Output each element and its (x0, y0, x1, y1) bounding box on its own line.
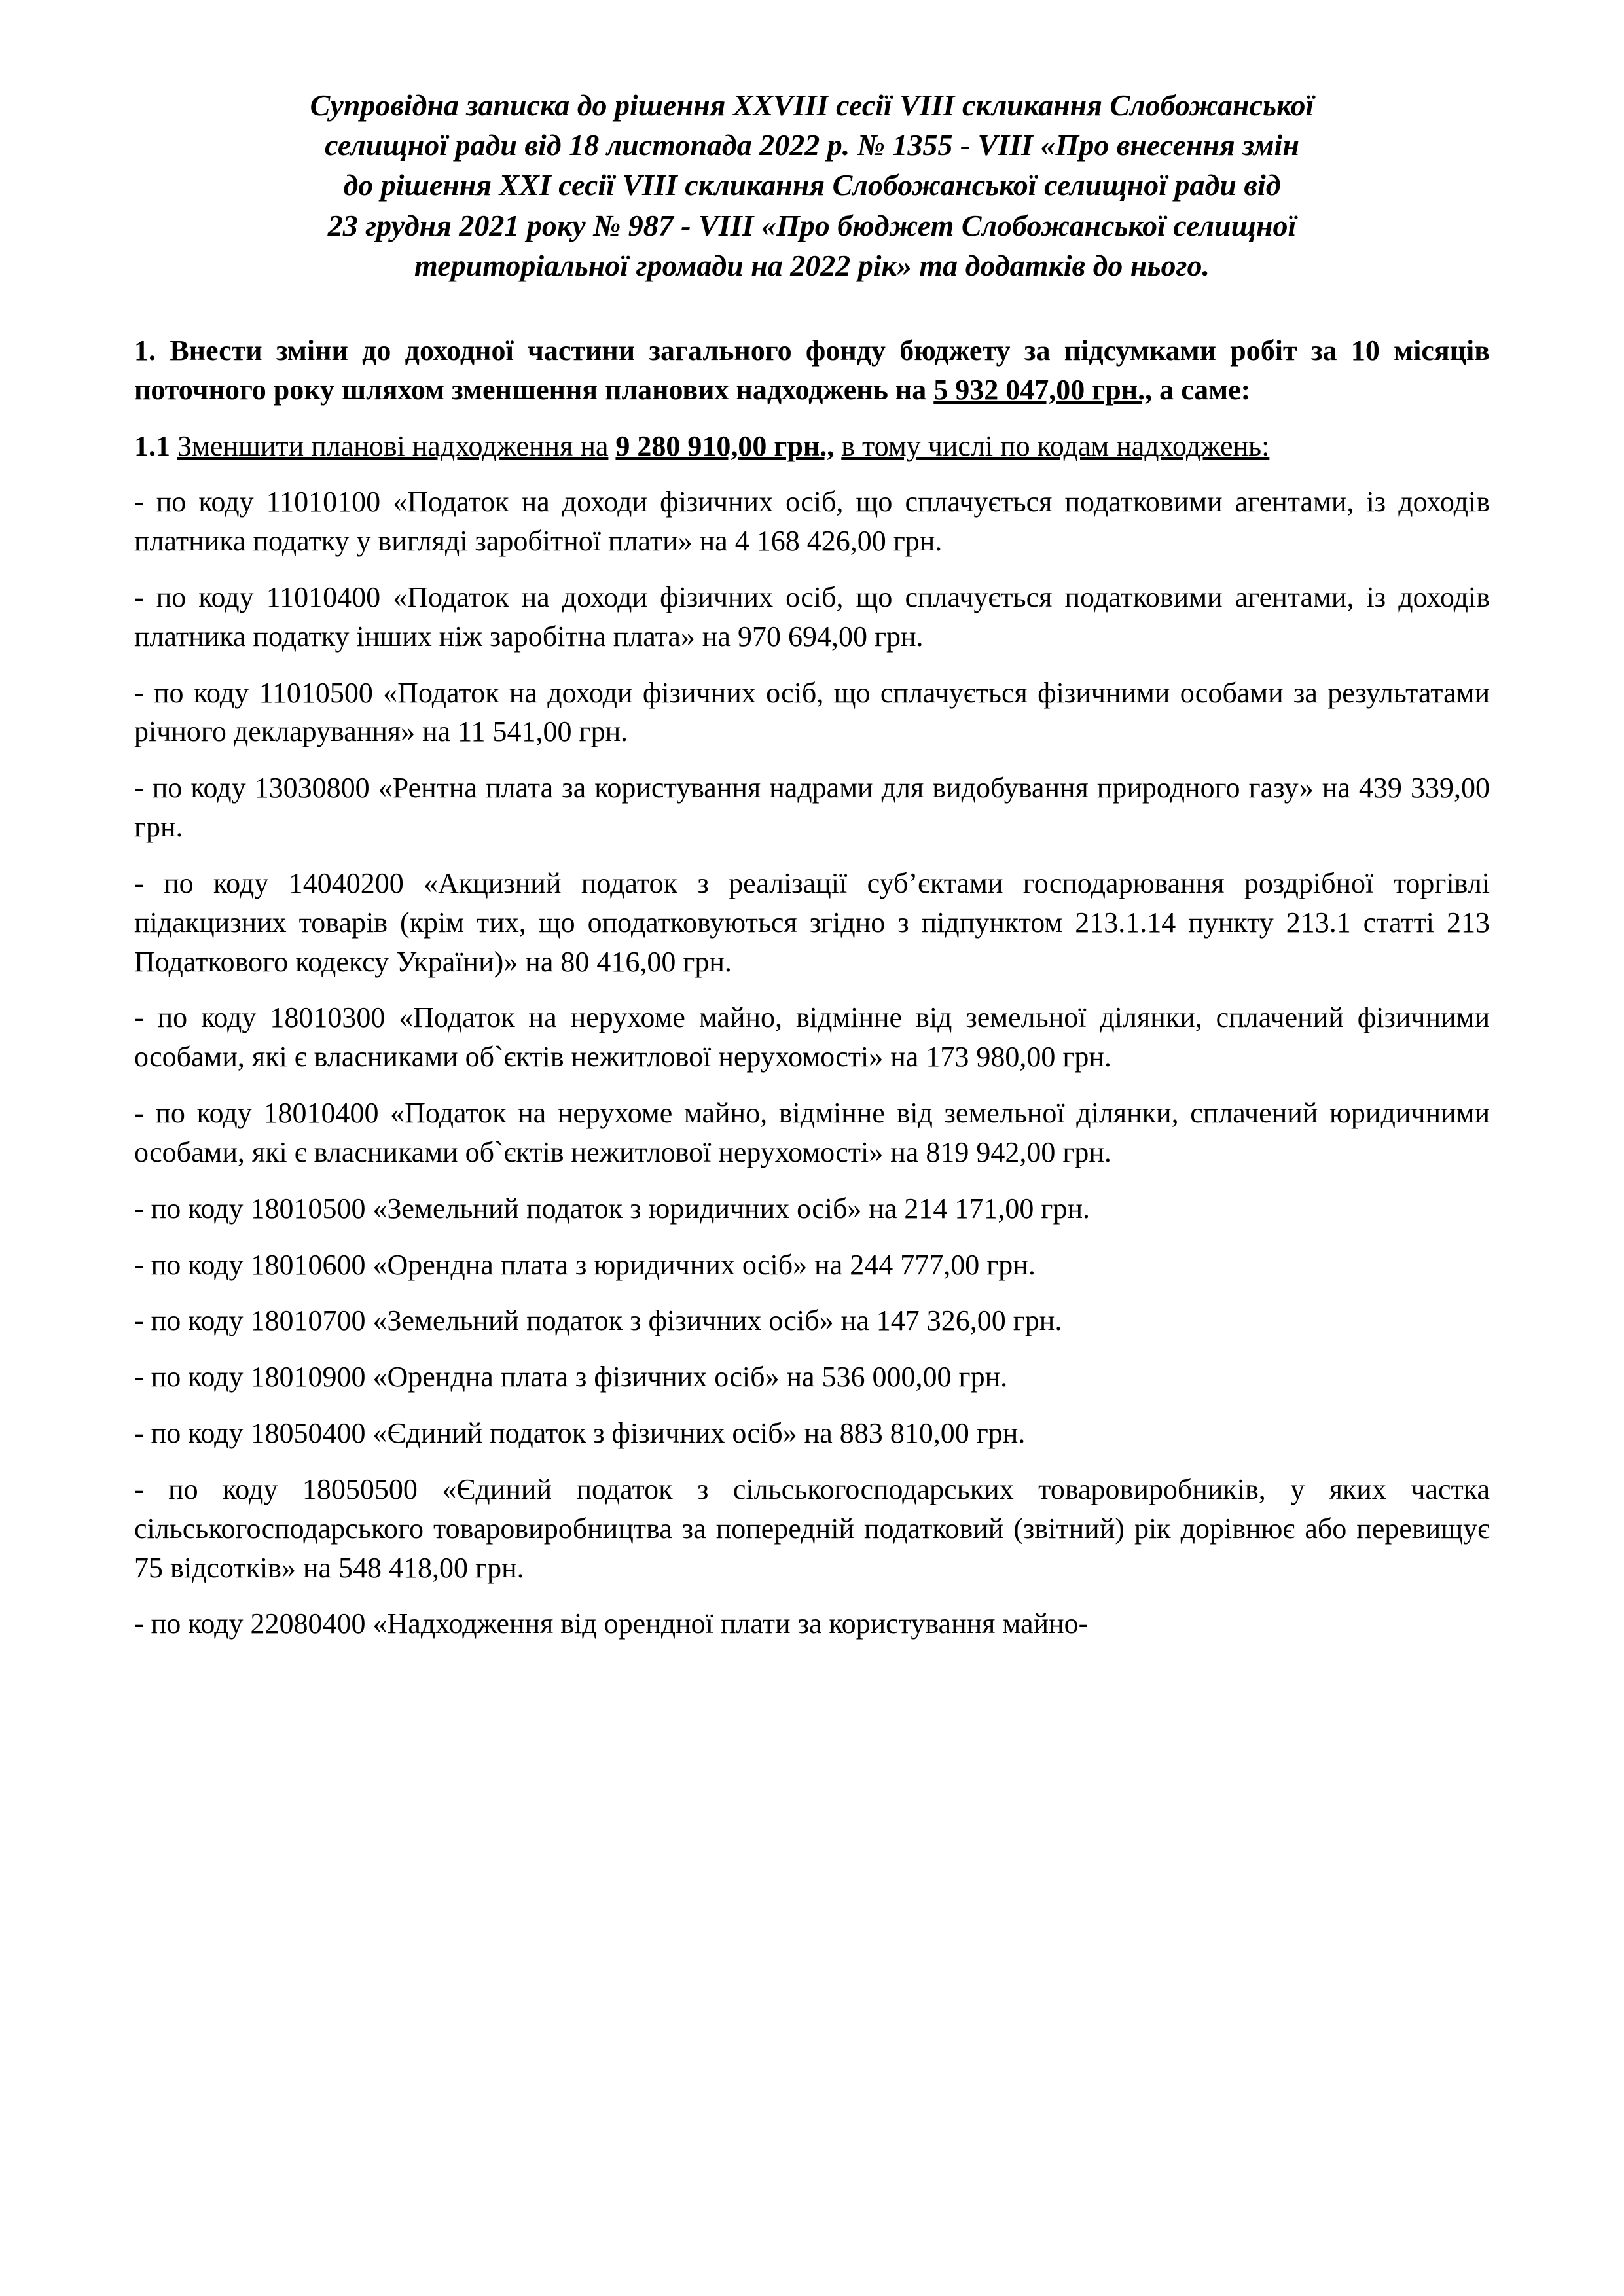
list-item: - по коду 18010600 «Орендна плата з юридичних осіб» на 244 777,00 грн. (134, 1248, 1036, 1281)
list-item: - по коду 18010900 «Орендна плата з фізичних осіб» на 536 000,00 грн. (134, 1361, 1008, 1393)
title-line-3: до рішення XXI сесії VIII скликання Слобожанської селищної ради від (343, 168, 1281, 202)
list-item: - по коду 18010300 «Податок на нерухоме майно, відмінне від земельної ділянки, сплачений фізичними особами, які є власниками об`єктів нежитлової нерухомості» на 173 980,00 грн. (134, 1001, 1490, 1073)
clause-1-number: 1. (134, 334, 156, 367)
clause-1 (134, 331, 1490, 410)
title-line-1: Супровідна записка до рішення XXVIII сесії VIII скликання Слобожанської (310, 88, 1314, 122)
document-body (134, 331, 1490, 1643)
list-item: - по коду 18010700 «Земельний податок з фізичних осіб» на 147 326,00 грн. (134, 1304, 1062, 1337)
clause-1-1-amount: 9 280 910,00 грн., (615, 429, 835, 462)
title-line-2: селищної ради від 18 листопада 2022 р. № 1355 - VIII «Про внесення змін (325, 128, 1299, 162)
list-item: - по коду 22080400 «Надходження від орендної плати за користування майно- (134, 1607, 1089, 1640)
clause-1-text-before: Внести зміни до доходної частини загального фонду бюджету за підсумками робіт за 10 місяців поточного року шляхом зменшення планових надходжень на (134, 334, 1490, 406)
list-item: - по коду 13030800 «Рентна плата за користування надрами для видобування природного газу» на 439 339,00 грн. (134, 772, 1490, 844)
list-item: - по коду 18010400 «Податок на нерухоме майно, відмінне від земельної ділянки, сплачений юридичними особами, які є власниками об`єктів нежитлової нерухомості» на 819 942,00 грн. (134, 1097, 1490, 1168)
list-item: - по коду 18050500 «Єдиний податок з сільськогосподарських товаровиробників, у яких частка сільськогосподарського товаровиробництва за попередній податковий (звітний) рік дорівнює або перевищує 75 відсотків» на 548 418,00 грн. (134, 1473, 1490, 1584)
list-item: - по коду 11010400 «Податок на доходи фізичних осіб, що сплачується податковими агентами, із доходів платника податку інших ніж заробітна плата» на 970 694,00 грн. (134, 581, 1490, 653)
list-item: - по коду 18010500 «Земельний податок з юридичних осіб» на 214 171,00 грн. (134, 1192, 1091, 1225)
clause-1-amount: 5 932 047,00 грн., (933, 373, 1153, 406)
list-item: - по коду 14040200 «Акцизний податок з реалізації суб’єктами господарювання роздрібної торгівлі підакцизних товарів (крім тих, що оподатковуються згідно з підпунктом 213.1.14 пункту 213.1 статті 213 Податкового кодексу України)» на 80 416,00 грн. (134, 867, 1490, 978)
clause-1-1-text-after: в тому числі по кодам надходжень: (841, 429, 1270, 462)
clause-1-1 (134, 427, 1490, 466)
title-line-5: територіальної громади на 2022 рік» та додатків до нього. (414, 248, 1210, 282)
clause-1-1-number: 1.1 (134, 429, 170, 462)
clause-1-1-text-before: Зменшити планові надходження на (177, 429, 609, 462)
list-item: - по коду 11010500 «Податок на доходи фізичних осіб, що сплачується фізичними особами за результатами річного декларування» на 11 541,00 грн. (134, 676, 1490, 748)
title-line-4: 23 грудня 2021 року № 987 - VIII «Про бюджет Слобожанської селищної (327, 208, 1297, 242)
list-item: - по коду 18050400 «Єдиний податок з фізичних осіб» на 883 810,00 грн. (134, 1417, 1026, 1450)
clause-1-text-after: а саме: (1159, 373, 1251, 406)
list-item: - по коду 11010100 «Податок на доходи фізичних осіб, що сплачується податковими агентами, із доходів платника податку у вигляді заробітної плати» на 4 168 426,00 грн. (134, 486, 1490, 558)
page-title (167, 85, 1457, 285)
